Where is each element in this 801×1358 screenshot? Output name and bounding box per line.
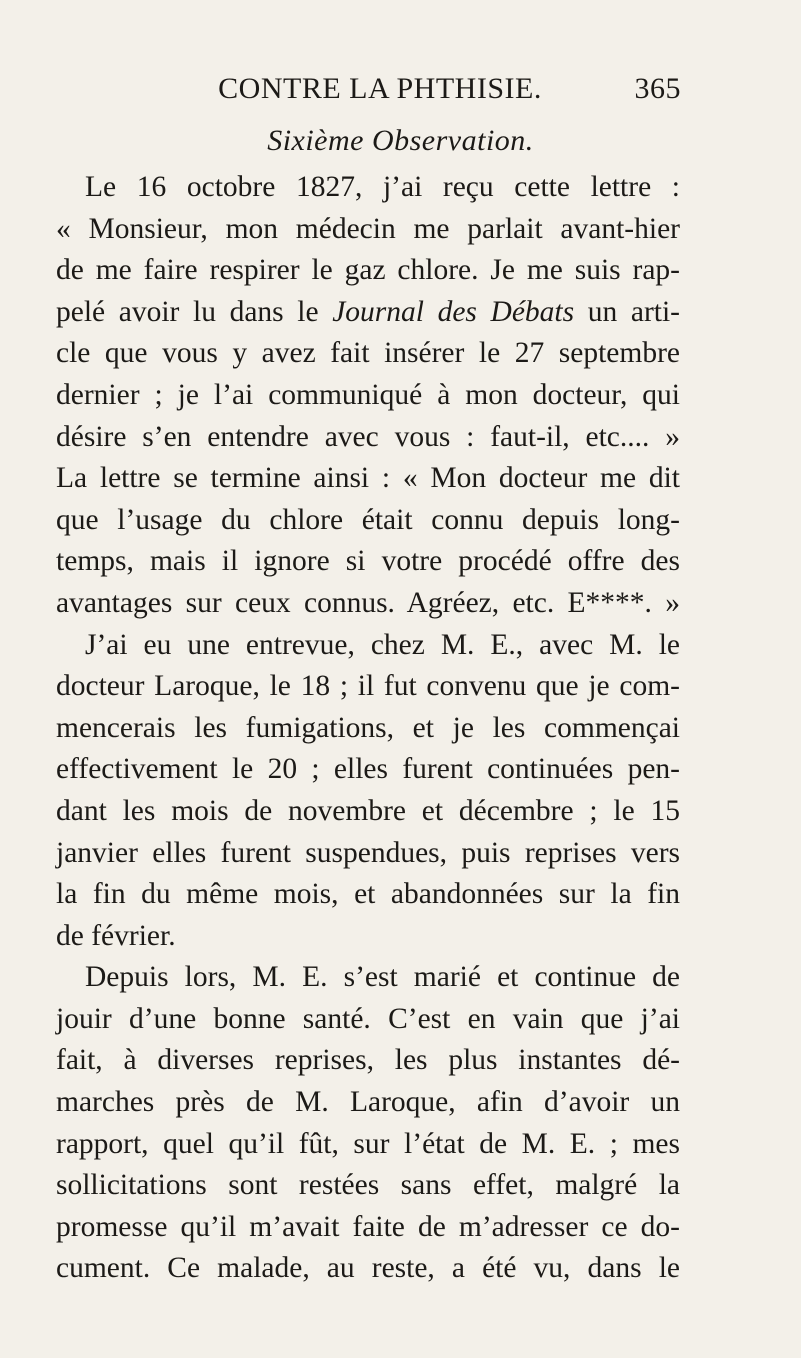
journal-title: Journal des Débats <box>332 295 575 328</box>
page-number: 365 <box>634 72 681 105</box>
text-line: « Monsieur, mon médecin me parlait avant-hier <box>56 212 680 245</box>
text-line: de février. <box>56 919 176 952</box>
text-line: avantages sur ceux connus. Agréez, etc. E****. » <box>56 586 680 619</box>
text-line: dernier ; je l’ai communiqué à mon docteur, qui <box>56 378 680 411</box>
text-line: cle que vous y avez fait insérer le 27 septembre <box>56 337 680 370</box>
text-line: que l’usage du chlore était connu depuis long- <box>56 503 680 536</box>
text-line: docteur Laroque, le 18 ; il fut convenu que je com- <box>56 670 680 703</box>
text-line: cument. Ce malade, au reste, a été vu, dans le <box>56 1252 680 1285</box>
text-line: dant les mois de novembre et décembre ; le 15 <box>56 794 680 827</box>
text-line: jouir d’une bonne santé. C’est en vain que j’ai <box>56 1002 680 1035</box>
text-line: J’ai eu une entrevue, chez M. E., avec M. le <box>85 628 680 661</box>
body-text <box>56 167 680 1290</box>
text-segment: pelé avoir lu dans le <box>56 295 333 328</box>
text-line <box>56 292 680 334</box>
text-line: rapport, quel qu’il fût, sur l’état de M. E. ; mes <box>56 1127 680 1160</box>
text-line: fait, à diverses reprises, les plus instantes dé- <box>56 1044 680 1077</box>
text-line: promesse qu’il m’avait faite de m’adresser ce do- <box>56 1210 680 1243</box>
text-line: de me faire respirer le gaz chlore. Je me suis rap- <box>56 254 680 287</box>
text-line: marches près de M. Laroque, afin d’avoir un <box>56 1086 680 1119</box>
text-line: la fin du même mois, et abandonnées sur la fin <box>56 878 680 911</box>
text-line: Depuis lors, M. E. s’est marié et continue de <box>85 961 680 994</box>
running-title: CONTRE LA PHTHISIE. <box>218 72 542 105</box>
section-title: Sixième Observation. <box>267 124 534 157</box>
text-line: mencerais les fumigations, et je les commençai <box>56 711 680 744</box>
text-line: janvier elles furent suspendues, puis reprises vers <box>56 836 680 869</box>
text-line: effectivement le 20 ; elles furent continuées pen- <box>56 753 680 786</box>
running-head <box>190 72 681 112</box>
text-line: temps, mais il ignore si votre procédé offre des <box>56 545 680 578</box>
text-line: sollicitations sont restées sans effet, malgré la <box>56 1169 680 1202</box>
text-segment: un arti- <box>574 295 680 328</box>
text-line: La lettre se termine ainsi : « Mon docteur me dit <box>56 462 680 495</box>
text-line: désire s’en entendre avec vous : faut-il, etc.... » <box>56 420 680 453</box>
text-line: Le 16 octobre 1827, j’ai reçu cette lettre : <box>85 171 680 203</box>
